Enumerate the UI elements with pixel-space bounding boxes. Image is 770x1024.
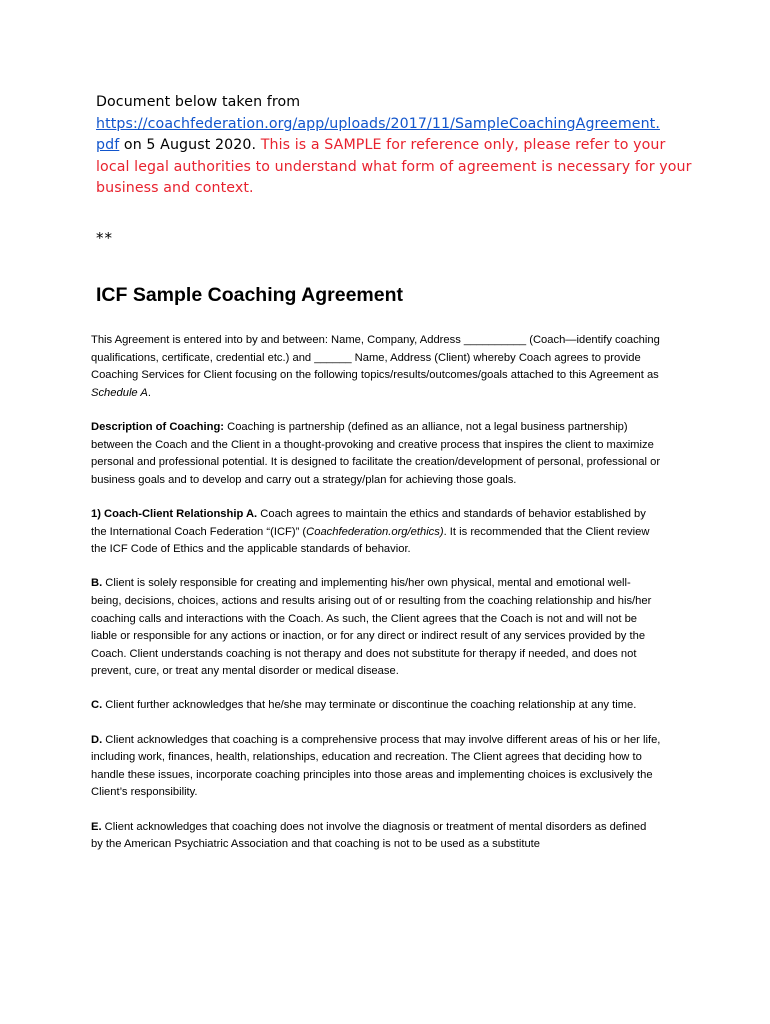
- section-1-paragraph: [91, 506, 661, 559]
- clause-b-text: Client is solely responsible for creating and implementing his/her own physical, mental and emotional well-being, decisions, choices, actions and results arising out of or resulting from the coaching relationship and his/her coaching calls and interactions with the Coach. As such, the Client agrees that the Coach is not and will not be liable or responsible for any actions or inaction, or for any direct or indirect result of any services provided by the Coach. Client understands coaching is not therapy and does not substitute for therapy if needed, and does not prevent, cure, or treat any mental disorder or medical disease.: [91, 577, 652, 678]
- clause-d-text: Client acknowledges that coaching is a comprehensive process that may involve different areas of his or her life, including work, finances, health, relationships, education and recreation. The Client agrees that deciding how to handle these issues, incorporate coaching principles into those areas and implementing choices is exclusively the Client’s responsibility.: [91, 733, 661, 799]
- section-1-text: Coach agrees to maintain the ethics and standards of behavior established by the International Coach Federation “(ICF)” (: [91, 507, 646, 538]
- clause-e-label: E.: [91, 820, 102, 833]
- ethics-link: Coachfederation.org/ethics): [306, 525, 444, 538]
- section-1-end: . It is recommended that the Client review the ICF Code of Ethics and the applicable standards of behavior.: [91, 525, 650, 556]
- clause-e-text: Client acknowledges that coaching does not involve the diagnosis or treatment of mental disorders as defined by the American Psychiatric Association and that coaching is not to be used as a substitute: [91, 820, 647, 851]
- clause-d-label: D.: [91, 733, 103, 746]
- intro-end: .: [147, 386, 151, 399]
- source-link-end[interactable]: pdf: [96, 137, 120, 153]
- schedule-reference: Schedule A: [91, 386, 148, 399]
- clause-c-label: C.: [91, 699, 103, 712]
- agreement-body: [91, 332, 661, 870]
- clause-e-paragraph: [91, 819, 661, 854]
- description-heading: Description of Coaching:: [91, 420, 225, 433]
- source-link[interactable]: https://coachfederation.org/app/uploads/2017/11/SampleCoachingAgreement.: [96, 115, 660, 132]
- section-1-heading: 1) Coach-Client Relationship A.: [91, 507, 258, 520]
- source-date: on 5 August 2020.: [119, 137, 261, 153]
- intro-text: This Agreement is entered into by and between: Name, Company, Address __________ (Coach—identify coaching qualifications, certificate, credential etc.) and ______ Name, Address (Client) whereby Coach agrees to provide Coaching Services for Client focusing on the following topics/results/outcomes/goals attached to this Agreement as: [91, 334, 660, 382]
- source-note: [96, 92, 696, 200]
- document-title: ICF Sample Coaching Agreement: [96, 284, 404, 306]
- clause-b-label: B.: [91, 577, 103, 590]
- description-paragraph: [91, 419, 661, 489]
- separator: **: [96, 229, 113, 247]
- clause-c-paragraph: [91, 697, 661, 715]
- intro-paragraph: [91, 332, 661, 402]
- clause-d-paragraph: [91, 732, 661, 802]
- sample-warning: This is a SAMPLE for reference only, please refer to your local legal authorities to understand what form of agreement is necessary for your business and context.: [96, 137, 692, 196]
- clause-b-paragraph: [91, 575, 661, 681]
- description-text: Coaching is partnership (defined as an alliance, not a legal business partnership) between the Coach and the Client in a thought-provoking and creative process that inspires the client to maximize personal and professional potential. It is designed to facilitate the creation/development of personal, professional or business goals and to develop and carry out a strategy/plan for achieving those goals.: [91, 420, 661, 486]
- source-note-prefix: Document below taken from: [96, 94, 301, 110]
- clause-c-text: Client further acknowledges that he/she may terminate or discontinue the coaching relationship at any time.: [102, 699, 637, 712]
